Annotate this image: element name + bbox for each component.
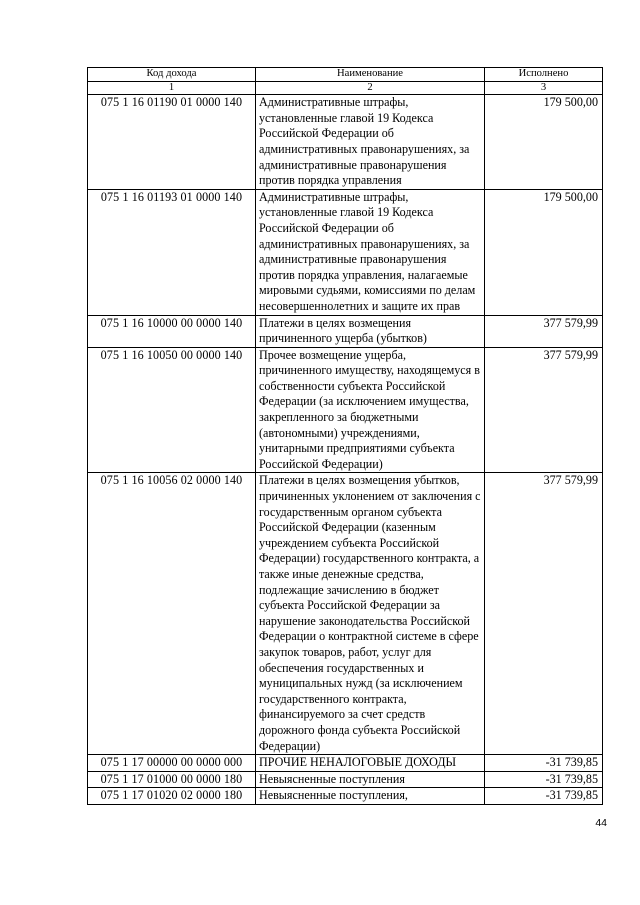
row-value: 179 500,00 (485, 95, 603, 190)
row-code: 075 1 17 00000 00 0000 000 (88, 755, 256, 772)
row-name: Невыясненные поступления, (256, 788, 485, 805)
column-number-2: 2 (256, 81, 485, 95)
header-name: Наименование (256, 68, 485, 82)
header-executed: Исполнено (485, 68, 603, 82)
row-code: 075 1 16 10050 00 0000 140 (88, 347, 256, 473)
table-row (88, 189, 603, 315)
table-row (88, 473, 603, 755)
table-row (88, 788, 603, 805)
table-row (88, 755, 603, 772)
row-value: 377 579,99 (485, 347, 603, 473)
row-name: Административные штрафы, установленные главой 19 Кодекса Российской Федерации об административных правонарушениях, за административные правонарушения против порядка управления (256, 95, 485, 190)
column-number-1: 1 (88, 81, 256, 95)
row-name: Прочее возмещение ущерба, причиненного имуществу, находящемуся в собственности субъекта Российской Федерации (за исключением имущества, закрепленного за бюджетными (автономными) учреждениями, унитарными предприятиями субъекта Российской Федерации) (256, 347, 485, 473)
column-number-row (88, 81, 603, 95)
row-code: 075 1 17 01020 02 0000 180 (88, 788, 256, 805)
row-value: 377 579,99 (485, 473, 603, 755)
page-number: 44 (595, 817, 607, 829)
row-name: Платежи в целях возмещения убытков, причиненных уклонением от заключения с государственным органом субъекта Российской Федерации (казенным учреждением субъекта Российской Федерации) государственного контракта, а также иные денежные средства, подлежащие зачислению в бюджет субъекта Российской Федерации за нарушение законодательства Российской Федерации о контрактной системе в сфере закупок товаров, работ, услуг для обеспечения государственных и муниципальных нужд (за исключением государственного контракта, финансируемого за счет средств дорожного фонда субъекта Российской Федерации) (256, 473, 485, 755)
row-name: Платежи в целях возмещения причиненного ущерба (убытков) (256, 315, 485, 347)
row-name: Невыясненные поступления (256, 771, 485, 788)
column-number-3: 3 (485, 81, 603, 95)
table-header (88, 68, 603, 95)
row-code: 075 1 17 01000 00 0000 180 (88, 771, 256, 788)
table-row (88, 315, 603, 347)
row-code: 075 1 16 01193 01 0000 140 (88, 189, 256, 315)
table-body (88, 95, 603, 805)
row-value: 179 500,00 (485, 189, 603, 315)
revenue-table (87, 67, 603, 805)
row-code: 075 1 16 01190 01 0000 140 (88, 95, 256, 190)
row-value: 377 579,99 (485, 315, 603, 347)
header-code: Код дохода (88, 68, 256, 82)
table-row (88, 771, 603, 788)
row-name: ПРОЧИЕ НЕНАЛОГОВЫЕ ДОХОДЫ (256, 755, 485, 772)
row-name: Административные штрафы, установленные главой 19 Кодекса Российской Федерации об административных правонарушениях, за административные правонарушения против порядка управления, налагаемые мировыми судьями, комиссиями по делам несовершеннолетних и защите их прав (256, 189, 485, 315)
row-code: 075 1 16 10056 02 0000 140 (88, 473, 256, 755)
row-value: -31 739,85 (485, 788, 603, 805)
table-row (88, 95, 603, 190)
row-code: 075 1 16 10000 00 0000 140 (88, 315, 256, 347)
row-value: -31 739,85 (485, 771, 603, 788)
row-value: -31 739,85 (485, 755, 603, 772)
table-row (88, 347, 603, 473)
header-row (88, 68, 603, 82)
